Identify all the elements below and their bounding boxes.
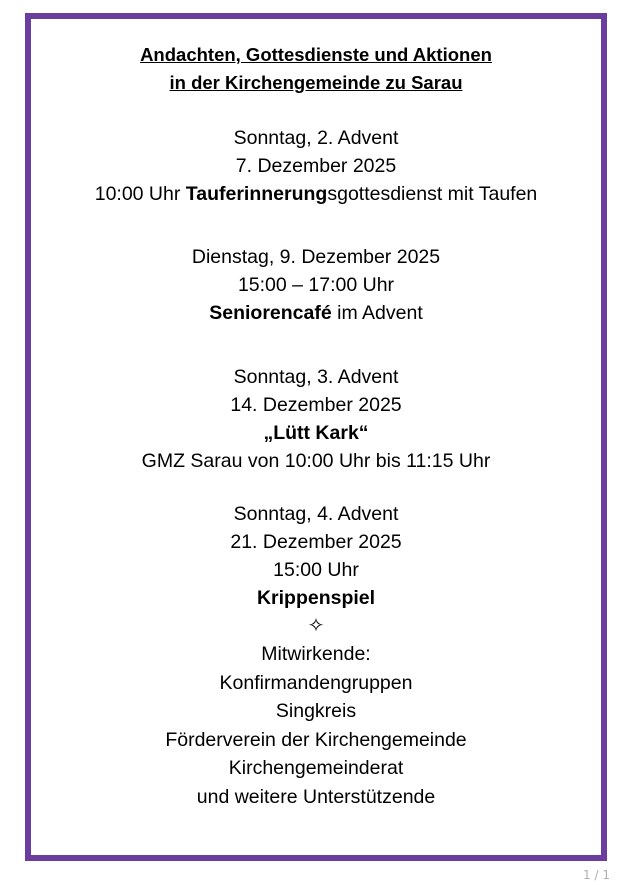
- participant-item: Kirchengemeinderat: [228, 757, 404, 779]
- event1-description: [31, 180, 601, 208]
- sparkle-separator-icon: ✧: [307, 615, 325, 637]
- event2-rest: im Advent: [331, 302, 423, 324]
- event2-description: [31, 299, 601, 327]
- participant-item: und weitere Unterstützende: [196, 786, 436, 808]
- event1-day: Sonntag, 2. Advent: [233, 127, 399, 149]
- event3-highlight: „Lütt Kark“: [263, 422, 369, 444]
- event2-highlight: Seniorencafé: [209, 302, 332, 324]
- page-counter: 1 / 1: [583, 868, 610, 882]
- participant-item: Förderverein der Kirchengemeinde: [165, 729, 467, 751]
- title-line-1: Andachten, Gottesdienste und Aktionen: [140, 44, 492, 65]
- participant-item: Singkreis: [275, 700, 357, 722]
- title-line-2: in der Kirchengemeinde zu Sarau: [169, 72, 463, 93]
- event4-date: 21. Dezember 2025: [230, 531, 402, 553]
- event1-highlight: Tauferinnerung: [185, 183, 328, 205]
- participants-label: Mitwirkende:: [261, 643, 371, 665]
- event1-time: 10:00 Uhr: [94, 183, 186, 205]
- event4-highlight: Krippenspiel: [256, 587, 376, 609]
- document-page: [25, 13, 607, 861]
- event1-date: 7. Dezember 2025: [235, 155, 397, 177]
- event1-rest: sgottesdienst mit Taufen: [327, 183, 538, 205]
- event3-details: GMZ Sarau von 10:00 Uhr bis 11:15 Uhr: [141, 450, 491, 472]
- event4-day: Sonntag, 4. Advent: [233, 503, 399, 525]
- event4-time: 15:00 Uhr: [273, 559, 359, 581]
- participant-item: Konfirmandengruppen: [219, 672, 413, 694]
- event3-date: 14. Dezember 2025: [230, 394, 402, 416]
- event2-date: Dienstag, 9. Dezember 2025: [191, 246, 441, 268]
- event2-time: 15:00 – 17:00 Uhr: [237, 274, 395, 296]
- event3-day: Sonntag, 3. Advent: [233, 366, 399, 388]
